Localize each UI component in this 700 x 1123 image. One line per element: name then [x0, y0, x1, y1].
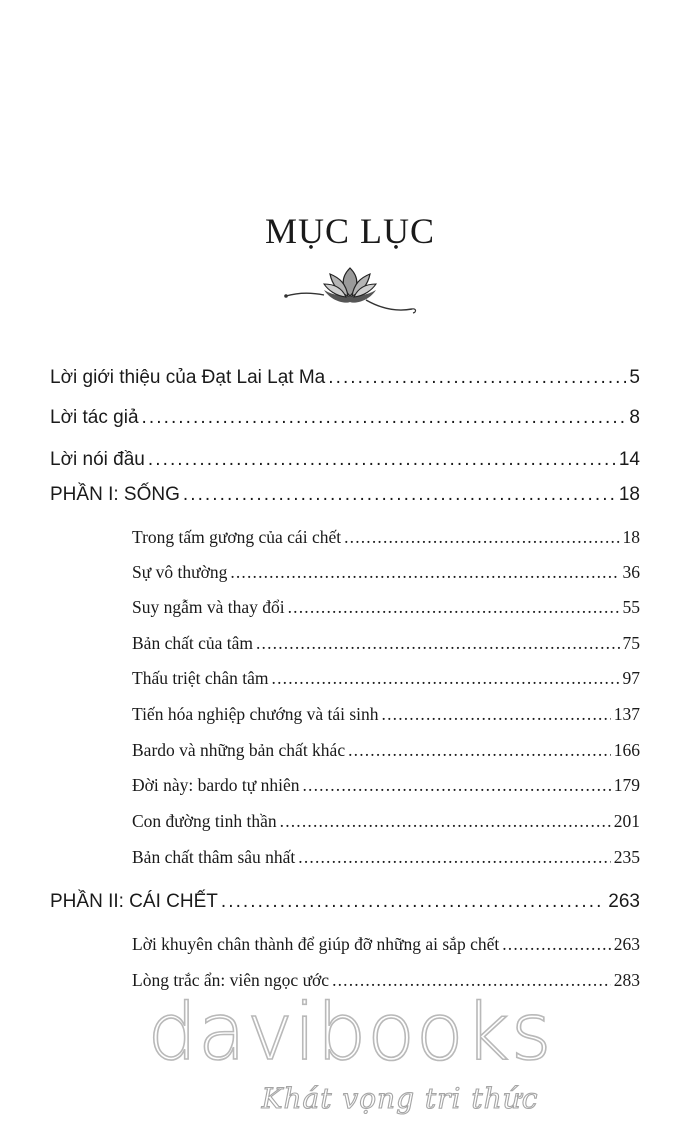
toc-entry[interactable]	[50, 367, 640, 389]
toc-entry-label: Trong tấm gương của cái chết	[132, 527, 342, 547]
lotus-ornament-icon	[280, 262, 420, 322]
toc-entry[interactable]	[132, 934, 640, 955]
watermark-brand: davibooks	[147, 988, 553, 1078]
toc-entry[interactable]	[50, 407, 640, 429]
toc-entry-label: Lời nói đầu	[50, 449, 145, 470]
watermark-tagline: Khát vọng tri thức	[261, 1082, 539, 1115]
toc-entry[interactable]	[132, 775, 640, 796]
toc-entry[interactable]	[132, 562, 640, 583]
dot-leader	[230, 562, 619, 583]
toc-entry-label: Bản chất thâm sâu nhất	[132, 847, 296, 867]
dot-leader	[221, 891, 605, 913]
dot-leader	[272, 668, 620, 689]
toc-section-heading[interactable]	[50, 484, 640, 506]
dot-leader	[148, 449, 616, 471]
toc-entry-label: Lời giới thiệu của Đạt Lai Lạt Ma	[50, 367, 326, 388]
dot-leader	[183, 484, 616, 506]
toc-entry-page: 8	[629, 407, 640, 428]
dot-leader	[502, 934, 611, 955]
toc-entry[interactable]	[132, 527, 640, 548]
toc-entry-page: 97	[622, 668, 640, 688]
dot-leader	[288, 597, 620, 618]
toc-entry-label: Đời này: bardo tự nhiên	[132, 775, 300, 795]
page-title: MỤC LỤC	[264, 211, 436, 251]
toc-entry-label: Bản chất của tâm	[132, 633, 253, 653]
dot-leader	[142, 407, 627, 429]
dot-leader	[298, 847, 610, 868]
toc-entry[interactable]	[132, 740, 640, 761]
toc-entry[interactable]	[132, 597, 640, 618]
toc-entry-label: Lời khuyên chân thành để giúp đỡ những ai sắp chết	[132, 934, 500, 954]
dot-leader	[348, 740, 611, 761]
toc-entry-label: Tiến hóa nghiệp chướng và tái sinh	[132, 704, 379, 724]
toc-entry-page: 18	[622, 527, 640, 547]
dot-leader	[328, 367, 626, 389]
toc-entry[interactable]	[132, 704, 640, 725]
dot-leader	[302, 775, 610, 796]
toc-section-heading[interactable]	[50, 891, 640, 913]
toc-entry-label: Lòng trắc ẩn: viên ngọc ước	[132, 970, 330, 990]
toc-entry[interactable]	[132, 633, 640, 654]
toc-entry-page: 137	[613, 704, 640, 724]
toc-entry-label: Sự vô thường	[132, 562, 228, 582]
toc-entry-page: 263	[613, 934, 640, 954]
toc-entry-label: Con đường tinh thần	[132, 811, 277, 831]
toc-entry-page: 18	[618, 484, 640, 505]
toc-entry[interactable]	[132, 668, 640, 689]
toc-entry[interactable]	[132, 847, 640, 868]
dot-leader	[256, 633, 620, 654]
toc-entry-page: 283	[613, 970, 640, 990]
toc-entry-label: Bardo và những bản chất khác	[132, 740, 346, 760]
dot-leader	[280, 811, 611, 832]
toc-entry-page: 14	[618, 449, 640, 470]
toc-entry-page: 75	[622, 633, 640, 653]
toc-entry-page: 36	[622, 562, 640, 582]
toc-entry-label: PHẦN II: CÁI CHẾT	[50, 891, 218, 912]
toc-entry-page: 201	[613, 811, 640, 831]
toc-entry-label: PHẦN I: SỐNG	[50, 484, 180, 505]
toc-entry-page: 263	[608, 891, 640, 912]
toc-entry[interactable]	[50, 449, 640, 471]
toc-entry-page: 235	[613, 847, 640, 867]
toc-entry-page: 5	[629, 367, 640, 388]
toc-entry-label: Thấu triệt chân tâm	[132, 668, 269, 688]
dot-leader	[382, 704, 611, 725]
dot-leader	[344, 527, 619, 548]
toc-entry-label: Lời tác giả	[50, 407, 139, 428]
toc-entry-label: Suy ngẫm và thay đổi	[132, 597, 285, 617]
toc-entry[interactable]	[132, 811, 640, 832]
toc-entry-page: 55	[622, 597, 640, 617]
toc-entry-page: 166	[613, 740, 640, 760]
toc-entry-page: 179	[613, 775, 640, 795]
